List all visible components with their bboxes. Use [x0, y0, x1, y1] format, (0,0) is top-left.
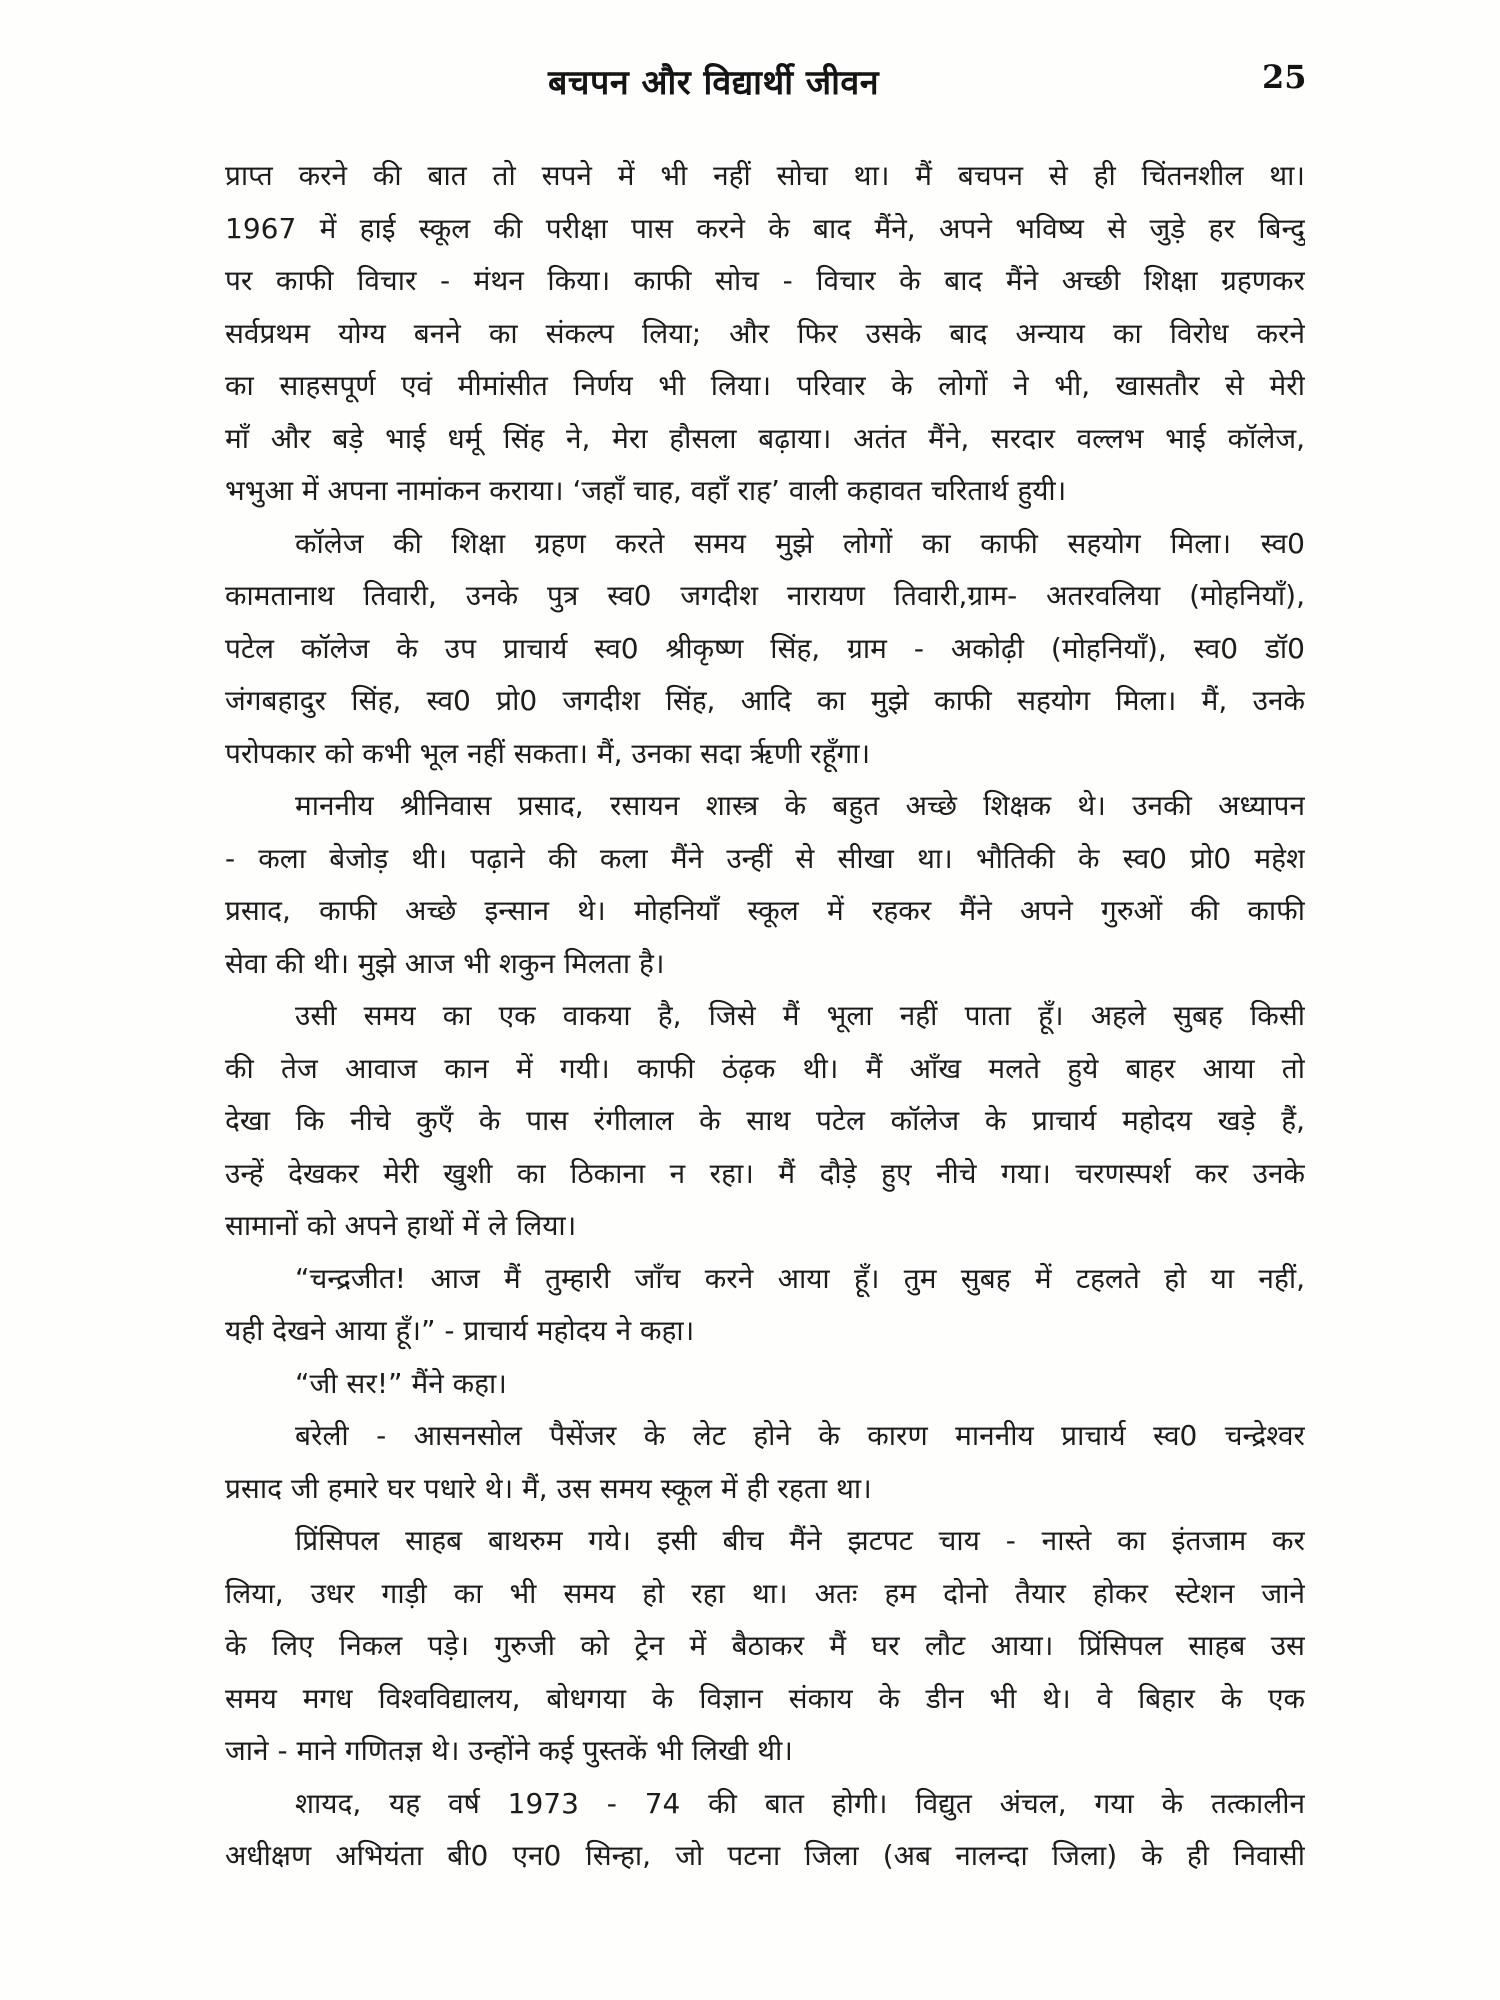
text-line: जंगबहादुर सिंह, स्व0 प्रो0 जगदीश सिंह, आदि का मुझे काफी सहयोग मिला। मैं, उनके	[225, 684, 1305, 717]
text-line: - कला बेजोड़ थी। पढ़ाने की कला मैंने उन्हीं से सीखा था। भौतिकी के स्व0 प्रो0 महेश	[225, 841, 1305, 875]
text-line: देखा कि नीचे कुएँ के पास रंगीलाल के साथ पटेल कॉलेज के प्राचार्य महोदय खड़े हैं,	[225, 1104, 1305, 1137]
text-line: प्रिंसिपल साहब बाथरुम गये। इसी बीच मैंने झटपट चाय - नास्ते का इंतजाम कर	[295, 1524, 1305, 1557]
chapter-title: बचपन और विद्यार्थी जीवन	[548, 63, 880, 103]
text-line: यही देखने आया हूँ।” - प्राचार्य महोदय ने कहा।	[225, 1314, 695, 1347]
text-line: उसी समय का एक वाकया है, जिसे मैं भूला नहीं पाता हूँ। अहले सुबह किसी	[295, 999, 1305, 1032]
text-line: माननीय श्रीनिवास प्रसाद, रसायन शास्त्र के बहुत अच्छे शिक्षक थे। उनकी अध्यापन	[295, 789, 1305, 822]
body-text	[225, 150, 1305, 1883]
running-header	[0, 58, 1500, 118]
text-line: कामतानाथ तिवारी, उनके पुत्र स्व0 जगदीश नारायण तिवारी,ग्राम- अतरवलिया (मोहनियाँ),	[225, 579, 1305, 612]
text-line: लिया, उधर गाड़ी का भी समय हो रहा था। अतः हम दोनो तैयार होकर स्टेशन जाने	[225, 1576, 1305, 1610]
text-line: परोपकार को कभी भूल नहीं सकता। मैं, उनका सदा ऋृणी रहूँगा।	[225, 736, 871, 770]
text-line: जाने - माने गणितज्ञ थे। उन्होंने कई पुस्तकें भी लिखी थी।	[225, 1734, 793, 1767]
text-line: प्रसाद, काफी अच्छे इन्सान थे। मोहनियाँ स्कूल में रहकर मैंने अपने गुरुओं की काफी	[225, 894, 1305, 927]
text-line: प्रसाद जी हमारे घर पधारे थे। मैं, उस समय स्कूल में ही रहता था।	[225, 1471, 872, 1505]
text-line: उन्हें देखकर मेरी खुशी का ठिकाना न रहा। मैं दौड़े हुए नीचे गया। चरणस्पर्श कर उनके	[225, 1156, 1305, 1190]
text-line: की तेज आवाज कान में गयी। काफी ठंढ़क थी। मैं आँख मलते हुये बाहर आया तो	[225, 1051, 1305, 1085]
text-line: भभुआ में अपना नामांकन कराया। ‘जहाँ चाह, वहाँ राह’ वाली कहावत चरितार्थ हुयी।	[225, 474, 1067, 507]
text-line: प्राप्त करने की बात तो सपने में भी नहीं सोचा था। मैं बचपन से ही चिंतनशील था।	[225, 159, 1305, 192]
text-line: शायद, यह वर्ष 1973 - 74 की बात होगी। विद्युत अंचल, गया के तत्कालीन	[295, 1786, 1305, 1820]
text-line: बरेली - आसनसोल पैसेंजर के लेट होने के कारण माननीय प्राचार्य स्व0 चन्द्रेश्वर	[295, 1419, 1305, 1452]
text-line: पटेल कॉलेज के उप प्राचार्य स्व0 श्रीकृष्ण सिंह, ग्राम - अकोढ़ी (मोहनियाँ), स्व0 डॉ0	[225, 631, 1305, 665]
text-line: पर काफी विचार - मंथन किया। काफी सोच - विचार के बाद मैंने अच्छी शिक्षा ग्रहणकर	[225, 264, 1305, 297]
text-line: समय मगध विश्वविद्यालय, बोधगया के विज्ञान संकाय के डीन भी थे। वे बिहार के एक	[225, 1681, 1305, 1715]
text-line: 1967 में हाई स्कूल की परीक्षा पास करने के बाद मैंने, अपने भविष्य से जुड़े हर बिन्दु	[225, 211, 1305, 245]
text-line: कॉलेज की शिक्षा ग्रहण करते समय मुझे लोगों का काफी सहयोग मिला। स्व0	[295, 526, 1305, 560]
text-line: सेवा की थी। मुझे आज भी शकुन मिलता है।	[225, 946, 665, 980]
text-line: माँ और बड़े भाई धर्मू सिंह ने, मेरा हौसला बढ़ाया। अतंत मैंने, सरदार वल्लभ भाई कॉलेज,	[225, 421, 1305, 455]
text-line: सामानों को अपने हाथों में ले लिया।	[225, 1209, 577, 1242]
text-line: “चन्द्रजीत! आज मैं तुम्हारी जाँच करने आया हूँ। तुम सुबह में टहलते हो या नहीं,	[295, 1261, 1305, 1295]
page-number: 25	[1262, 58, 1307, 96]
text-line: अधीक्षण अभियंता बी0 एन0 सिन्हा, जो पटना जिला (अब नालन्दा जिला) के ही निवासी	[225, 1839, 1305, 1872]
text-line: के लिए निकल पड़े। गुरुजी को ट्रेन में बैठाकर मैं घर लौट आया। प्रिंसिपल साहब उस	[225, 1629, 1305, 1662]
text-line: सर्वप्रथम योग्य बनने का संकल्प लिया; और फिर उसके बाद अन्याय का विरोध करने	[225, 316, 1305, 350]
text-line: “जी सर!” मैंने कहा।	[295, 1366, 507, 1400]
text-line: का साहसपूर्ण एवं मीमांसीत निर्णय भी लिया। परिवार के लोगों ने भी, खासतौर से मेरी	[225, 369, 1305, 402]
